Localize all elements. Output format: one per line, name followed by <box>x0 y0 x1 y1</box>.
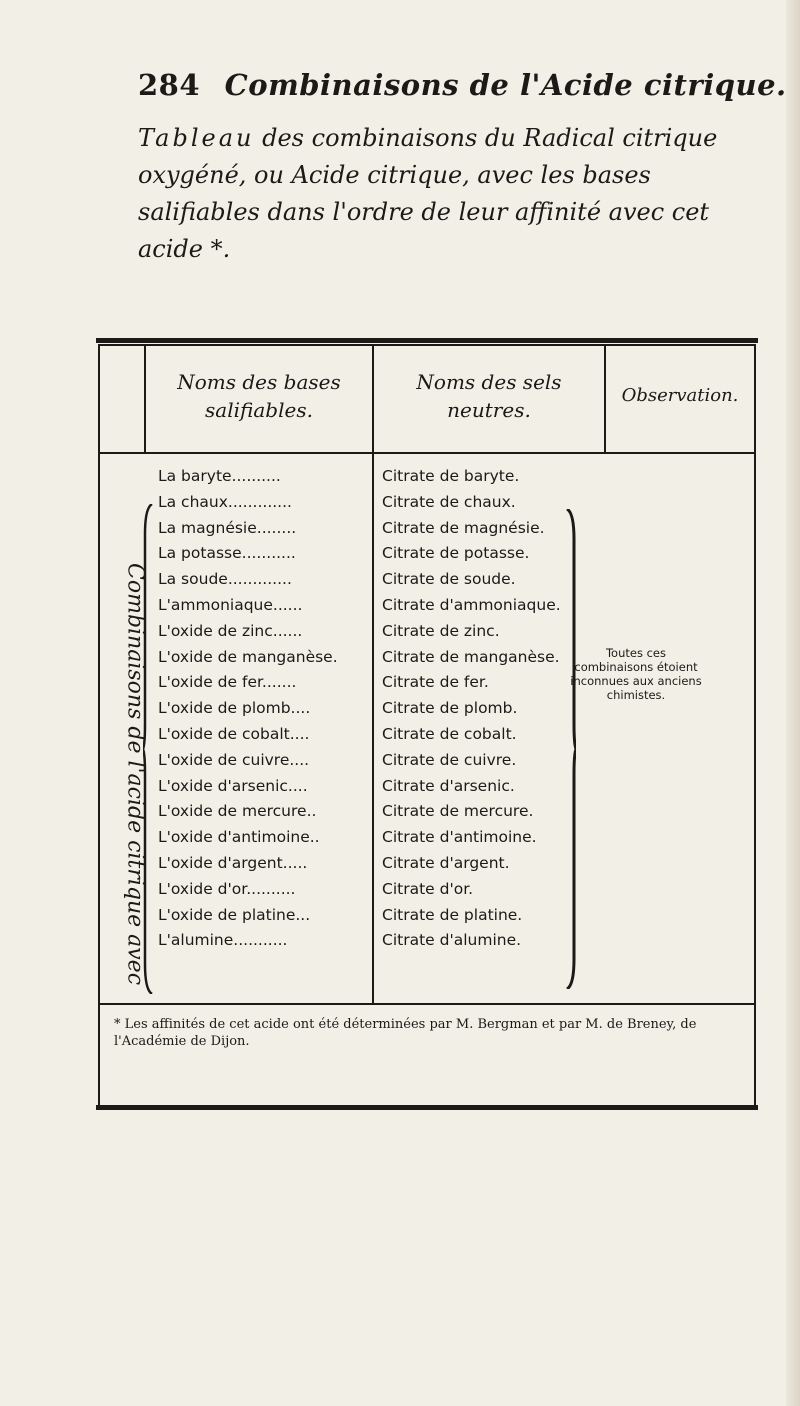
salt-item: Citrate d'or. <box>382 879 474 898</box>
base-item: L'oxide d'arsenic.... <box>158 776 308 795</box>
base-item: L'oxide de plomb.... <box>158 699 311 718</box>
salt-item: Citrate de zinc. <box>382 621 500 640</box>
side-label: Combinaisons de l'acide citrique avec <box>122 563 148 986</box>
salt-item: Citrate de platine. <box>382 905 523 924</box>
right-brace-icon <box>566 509 576 989</box>
header-bases-line1: Noms des bases <box>177 370 341 394</box>
running-title: Combinaisons de l'Acide citrique. <box>224 68 787 102</box>
bottom-rule <box>96 1105 758 1110</box>
base-item: L'ammoniaque...... <box>158 595 303 614</box>
table-footnote: * Les affinités de cet acide ont été déterminées par M. Bergman et par M. de Breney, de l'Académie de Dijon. <box>114 1017 697 1049</box>
affinity-table <box>98 344 756 1107</box>
base-item: La soude............. <box>158 570 292 589</box>
header-bases <box>146 368 372 424</box>
salt-item: Citrate d'alumine. <box>382 931 522 950</box>
base-item: L'oxide d'antimoine.. <box>158 828 320 847</box>
salt-item: Citrate d'antimoine. <box>382 828 537 847</box>
salts-list <box>382 464 561 954</box>
base-item: L'oxide de mercure.. <box>158 802 317 821</box>
header-bases-line2: salifiables. <box>205 398 313 422</box>
salt-item: Citrate de potasse. <box>382 544 530 563</box>
running-head <box>138 68 787 102</box>
base-item: L'oxide de fer....... <box>158 673 297 692</box>
column-divider <box>372 346 374 1003</box>
page-edge <box>786 0 800 1406</box>
salt-item: Citrate de plomb. <box>382 699 518 718</box>
header-salts-line1: Noms des sels <box>416 370 562 394</box>
table-caption <box>138 120 763 268</box>
salt-item: Citrate de soude. <box>382 570 516 589</box>
header-observation: Observation. <box>621 385 739 406</box>
caption-text: des combinaisons du Radical citrique oxygéné, ou Acide citrique, avec les bases salifiables dans l'ordre de leur affinité avec cet acide *. <box>138 124 718 263</box>
salt-item: Citrate de cuivre. <box>382 750 517 769</box>
footnote-rule <box>100 1003 754 1005</box>
caption-lead: Tableau <box>138 124 255 152</box>
salt-item: Citrate de fer. <box>382 673 489 692</box>
header-rule <box>100 452 754 454</box>
salt-item: Citrate d'arsenic. <box>382 776 515 795</box>
left-brace-icon <box>143 504 153 994</box>
base-item: L'oxide de cobalt.... <box>158 724 310 743</box>
salt-item: Citrate de magnésie. <box>382 518 545 537</box>
base-item: La chaux............. <box>158 492 292 511</box>
base-item: L'alumine........... <box>158 931 288 950</box>
salt-item: Citrate d'ammoniaque. <box>382 595 561 614</box>
base-item: La baryte.......... <box>158 467 281 485</box>
base-item: La magnésie........ <box>158 518 297 537</box>
salt-item: Citrate de manganèse. <box>382 647 560 666</box>
base-item: L'oxide de zinc...... <box>158 621 303 640</box>
salt-item: Citrate de baryte. <box>382 467 520 485</box>
base-item: L'oxide de cuivre.... <box>158 750 310 769</box>
base-item: L'oxide d'or.......... <box>158 879 296 898</box>
salt-item: Citrate de mercure. <box>382 802 534 821</box>
header-salts <box>374 368 604 424</box>
header-salts-line2: neutres. <box>447 398 531 422</box>
bases-list <box>158 464 338 954</box>
page-number: 284 <box>138 68 201 102</box>
salt-item: Citrate de cobalt. <box>382 724 517 743</box>
salt-item: Citrate de chaux. <box>382 492 516 511</box>
base-item: L'oxide de platine... <box>158 905 311 924</box>
top-rule <box>96 338 758 343</box>
base-item: L'oxide de manganèse. <box>158 647 338 666</box>
base-item: La potasse........... <box>158 544 296 563</box>
base-item: L'oxide d'argent..... <box>158 853 308 872</box>
salt-item: Citrate d'argent. <box>382 853 510 872</box>
observation-note: Toutes ces combinaisons étoient inconnues aux anciens chimistes. <box>570 646 702 702</box>
